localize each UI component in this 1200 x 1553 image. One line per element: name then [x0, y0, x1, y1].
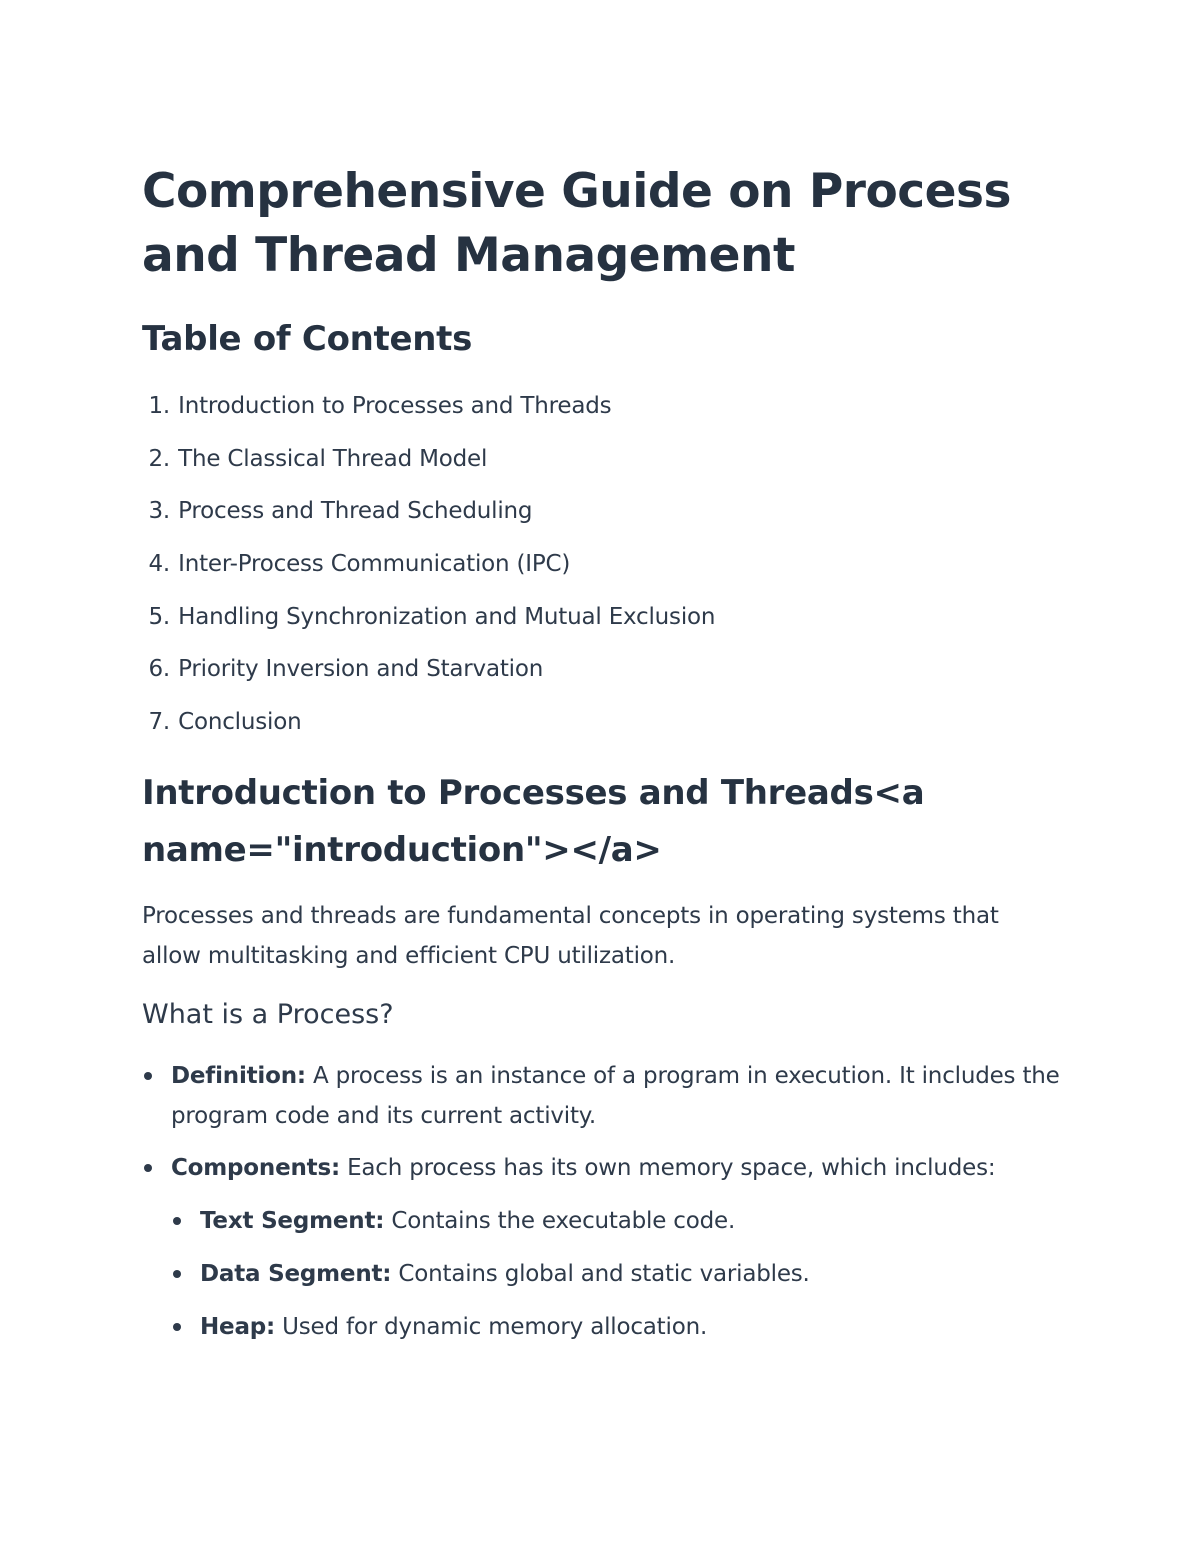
toc-item[interactable]: 7. Conclusion — [148, 709, 302, 736]
list-item: Data Segment: Contains global and static variables. — [171, 1254, 1072, 1294]
bullet-icon — [173, 1217, 181, 1225]
intro-paragraph: Processes and threads are fundamental concepts in operating systems that allow multitasking and efficient CPU utilization. — [142, 903, 999, 969]
toc-item-label: The Classical Thread Model — [178, 445, 488, 472]
toc-item[interactable]: 3. Process and Thread Scheduling — [148, 498, 533, 525]
toc-item-label: Process and Thread Scheduling — [178, 498, 533, 525]
bullet-icon — [173, 1270, 181, 1278]
toc-item-label: Conclusion — [178, 709, 302, 736]
toc-item[interactable]: 5. Handling Synchronization and Mutual Exclusion — [148, 603, 716, 630]
table-of-contents — [142, 380, 715, 749]
bullet-icon — [173, 1323, 181, 1331]
list-item: Heap: Used for dynamic memory allocation. — [171, 1307, 1072, 1347]
toc-item-label: Introduction to Processes and Threads — [178, 393, 612, 419]
list-item-components — [142, 1148, 1072, 1347]
toc-item[interactable]: 6. Priority Inversion and Starvation — [148, 656, 544, 683]
bullet-icon — [144, 1164, 152, 1172]
toc-item-label: Handling Synchronization and Mutual Exclusion — [178, 603, 716, 630]
bullet-icon — [144, 1072, 152, 1080]
components-text: Each process has its own memory space, which includes: — [339, 1155, 996, 1181]
section-heading-introduction: Introduction to Processes and Threads<a name="introduction"></a> — [142, 773, 925, 870]
components-sublist — [171, 1201, 1072, 1347]
document-title: Comprehensive Guide on Process and Thread Management — [142, 164, 1011, 283]
toc-item-label: Priority Inversion and Starvation — [178, 656, 544, 683]
definition-term: Definition: — [171, 1063, 306, 1089]
toc-item[interactable]: 4. Inter-Process Communication (IPC) — [148, 551, 571, 578]
definition-text: A process is an instance of a program in execution. It includes the program code and its current activity. — [171, 1063, 1060, 1129]
subsection-heading-process: What is a Process? — [142, 999, 394, 1030]
toc-item[interactable]: 2. The Classical Thread Model — [148, 445, 488, 472]
list-item-definition — [142, 1056, 1072, 1136]
list-item: Text Segment: Contains the executable code. — [171, 1201, 1072, 1241]
components-term: Components: — [171, 1155, 340, 1181]
process-details-list — [142, 1056, 1072, 1347]
toc-item-label: Inter-Process Communication (IPC) — [178, 551, 571, 578]
toc-heading: Table of Contents — [142, 319, 473, 359]
toc-item[interactable]: 1. Introduction to Processes and Threads — [148, 393, 612, 419]
